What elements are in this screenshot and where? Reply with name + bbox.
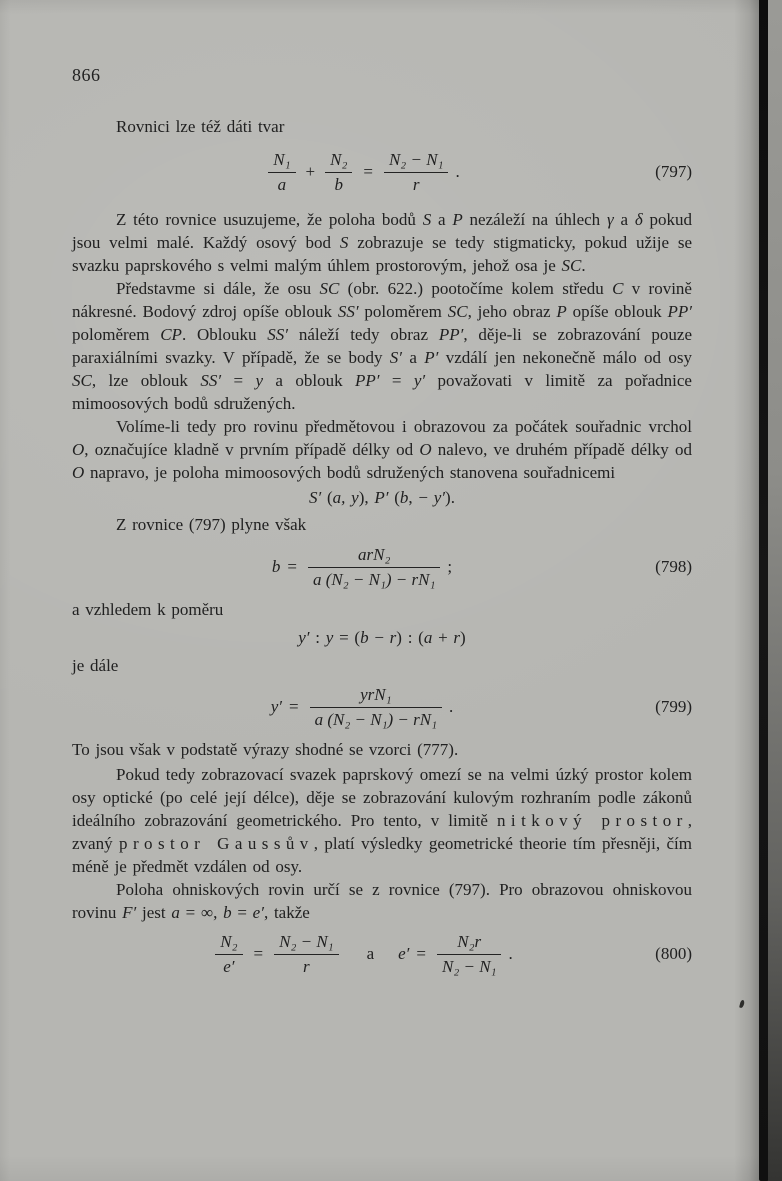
display-coordinates: S′ (a, y), P′ (b, − y′). (309, 488, 455, 507)
equation-798 (72, 541, 692, 593)
equation-797 (72, 146, 692, 198)
fraction: $\frac{\text{N₂r}}{\text{N₂ − N₁}}$ (437, 932, 501, 977)
page-number: 866 (72, 65, 101, 85)
lhs-variable: b (271, 557, 281, 576)
paragraph-matching-formulas: To jsou však v podstatě výrazy shodné se vzorci (777). (72, 740, 459, 759)
fraction: $\frac{\text{N₂ − N₁}}{r}$ (384, 150, 448, 195)
equals-sign: = (363, 162, 373, 181)
fraction: $\frac{\text{N₁}}{a}$ (268, 150, 295, 195)
equation-number: (798) (655, 557, 692, 576)
paragraph-arc-rotation: Představme si dále, že osu SC (obr. 622.) pootočíme kolem středu C v rovině nákresné. Bodový zdroj opíše oblouk SS′ poloměrem SC, jeho obraz P opíše oblouk PP′ poloměrem CP. Oblouku SS′ náleží tedy obraz PP′, děje-li se zobrazování pouze paraxiálními svazky. V případě, že se body S′ a P′ vzdálí jen nekonečně málo od osy SC, lze oblouk SS′ = y a oblouk PP′ = y′ považovati v limitě za pořadnice mimoosových bodů sdružených. (72, 279, 693, 413)
equation-799 (72, 681, 692, 733)
equation-799-body (72, 681, 692, 733)
fraction: $\frac{\text{N₂}}{b}$ (325, 150, 352, 195)
end-punctuation: . (449, 697, 454, 716)
fraction: $\frac{\text{N₂}}{e'}$ (215, 932, 242, 977)
paragraph-from-eq797: Z rovnice (797) plyne však (116, 515, 307, 534)
conjunction-a: a (366, 944, 375, 963)
end-punctuation: . (455, 162, 460, 181)
scan-background-edge (768, 0, 782, 1181)
display-ratio: y′ : y = (b − r) : (a + r) (298, 628, 466, 647)
paragraph-je-dale: je dále (72, 656, 119, 675)
paragraph-stigmatic-imaging: Z této rovnice usuzujeme, že poloha bodů S a P nezáleží na úhlech γ a δ pokud jsou velmi malé. Každý osový bod S zobrazuje se tedy stigmaticky, pokud užije se svazku paprskového s velmi malým úhlem prostorovým, jehož osa je SC. (72, 210, 693, 275)
end-punctuation: . (508, 944, 513, 963)
equals-sign: = (253, 944, 264, 963)
equals-sign: = (287, 557, 297, 576)
fraction: $\frac{\text{arN₂}}{\text{a (N₂ − N₁) − rN₁}}$ (308, 545, 440, 590)
end-punctuation: ; (447, 557, 453, 576)
paragraph-coordinate-origin: Volíme-li tedy pro rovinu předmětovou i obrazovou za počátek souřadnic vrchol O, označujíce kladně v prvním případě délky od O nalevo, ve druhém případě délky od O napravo, je poloha mimoosových bodů sdružených stanovena souřadnicemi (72, 417, 692, 482)
equals-sign: = (289, 697, 299, 716)
equation-797-body (72, 146, 692, 198)
equation-800 (72, 928, 692, 980)
equation-number: (797) (655, 162, 692, 181)
equation-800-body (72, 928, 692, 980)
equation-number: (800) (655, 944, 692, 963)
paragraph-focal-planes: Poloha ohniskových rovin určí se z rovnice (797). Pro obrazovou ohniskovou rovinu F′ jest a = ∞, b = e′, takže (72, 880, 692, 922)
paragraph-intro: Rovnici lze též dáti tvar (116, 117, 285, 136)
lhs-variable: y′ (270, 697, 283, 716)
fraction: $\frac{\text{N₂ − N₁}}{r}$ (274, 932, 338, 977)
equation-number: (799) (655, 697, 692, 716)
equation-798-body (72, 541, 692, 593)
paragraph-gauss-space: Pokud tedy zobrazovací svazek paprskový omezí se na velmi úzký prostor kolem osy optické (po celé její délce), děje se zobrazování kulovým rozhraním podle zákonů ideálního zobrazování geometrického. Pro tento, v limitě nitkový prostor, zvaný prostor Gaussův, platí výsledky geometrické theorie tím přesněji, čím méně je předmět vzdálen od osy. (72, 765, 692, 876)
lhs-variable: e′ (398, 944, 410, 963)
plus-operator: + (305, 162, 316, 181)
fraction: $\frac{\text{yrN₁}}{\text{a (N₂ − N₁) − rN₁}}$ (310, 685, 442, 730)
text-column (72, 115, 692, 980)
paragraph-ratio-intro: a vzhledem k poměru (72, 600, 224, 619)
equals-sign: = (416, 944, 426, 963)
